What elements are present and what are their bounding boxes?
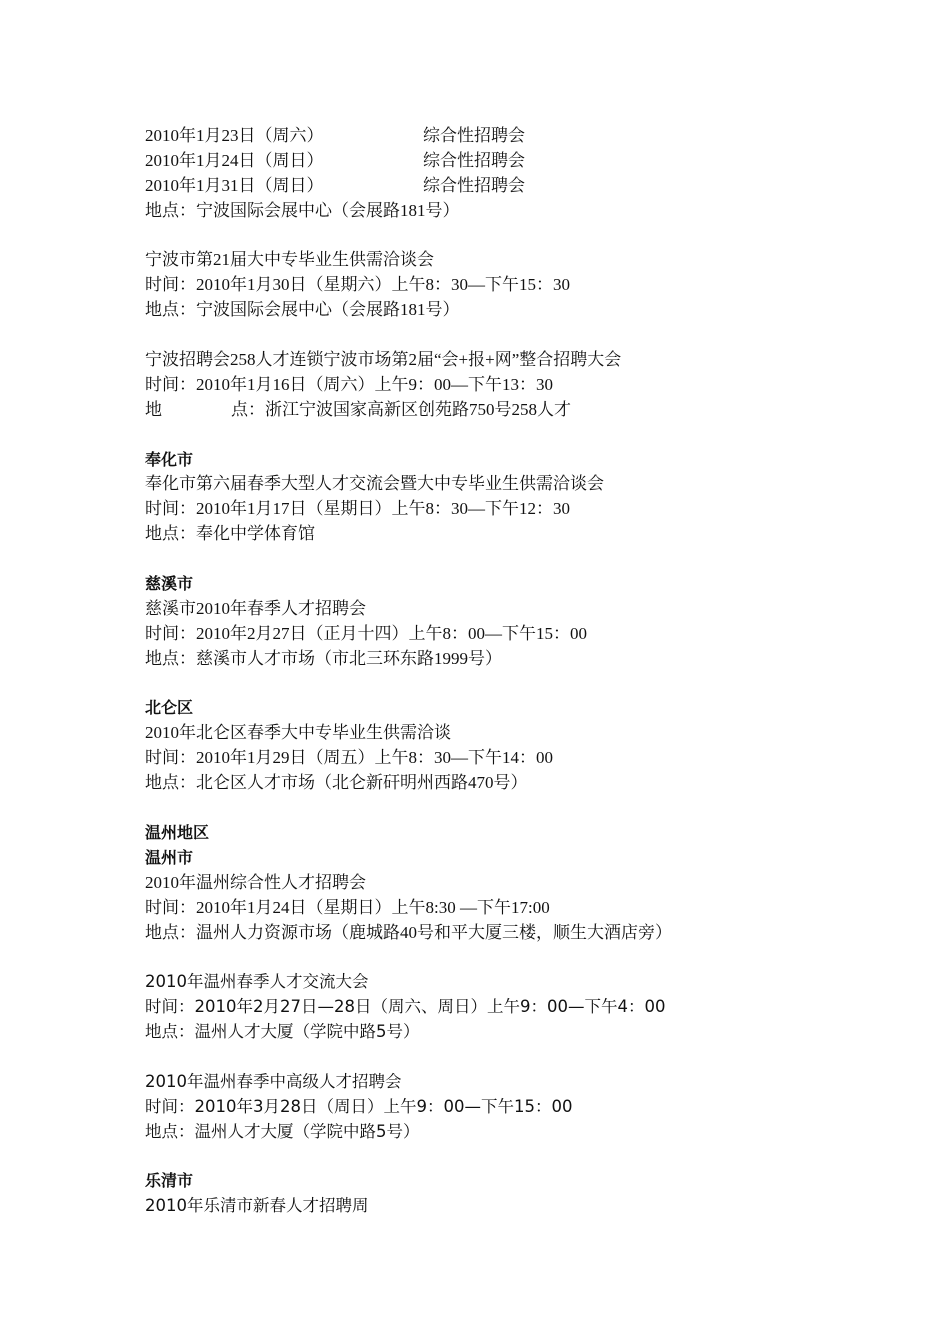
schedule-row bbox=[145, 174, 845, 199]
city-heading: 奉化市 bbox=[145, 449, 194, 469]
fair-title: 2010年温州春季中高级人才招聘会 bbox=[145, 1071, 402, 1091]
schedule-type: 综合性招聘会 bbox=[423, 150, 525, 170]
spacer bbox=[145, 547, 845, 572]
fair-location: 地点：奉化中学体育馆 bbox=[145, 524, 315, 544]
fair-time: 时间：2010年2月27日（正月十四）上午8：00—下午15：00 bbox=[145, 623, 587, 643]
spacer bbox=[145, 1145, 845, 1170]
fair-location: 地点：温州人才大厦（学院中路5号） bbox=[145, 1022, 420, 1042]
fair-location: 地点：慈溪市人才市场（市北三环东路1999号） bbox=[145, 648, 502, 668]
city-heading: 慈溪市 bbox=[145, 574, 194, 594]
spacer bbox=[145, 224, 845, 249]
fair-title: 宁波市第21届大中专毕业生供需洽谈会 bbox=[145, 250, 434, 270]
fair-time: 时间：2010年1月16日（周六）上午9：00—下午13：30 bbox=[145, 374, 553, 394]
document-body bbox=[145, 124, 845, 1219]
spacer bbox=[145, 945, 845, 970]
fair-title: 2010年北仑区春季大中专毕业生供需洽谈 bbox=[145, 723, 451, 743]
fair-location: 地点：宁波国际会展中心（会展路181号） bbox=[145, 200, 460, 220]
fair-time: 时间：2010年1月17日（星期日）上午8：30—下午12：30 bbox=[145, 499, 570, 519]
fair-time: 时间：2010年2月27日—28日（周六、周日）上午9：00—下午4：00 bbox=[145, 997, 666, 1017]
fair-location: 地点：北仑区人才市场（北仑新矸明州西路470号） bbox=[145, 773, 528, 793]
schedule-type: 综合性招聘会 bbox=[423, 126, 525, 145]
region-heading: 温州地区 bbox=[145, 822, 210, 842]
schedule-date: 2010年1月24日（周日） bbox=[145, 150, 324, 170]
spacer bbox=[145, 1045, 845, 1070]
fair-location: 地点：温州人力资源市场（鹿城路40号和平大厦三楼，顺生大酒店旁） bbox=[145, 922, 672, 942]
location-text: 点：浙江宁波国家高新区创苑路750号258人才 bbox=[231, 399, 571, 419]
fair-title: 2010年温州春季人才交流大会 bbox=[145, 972, 369, 992]
schedule-date: 2010年1月31日（周日） bbox=[145, 175, 324, 195]
location-label: 地 bbox=[145, 399, 162, 419]
schedule-row bbox=[145, 149, 845, 174]
fair-time: 时间：2010年1月29日（周五）上午8：30—下午14：00 bbox=[145, 748, 553, 768]
fair-time: 时间：2010年1月24日（星期日）上午8:30 —下午17:00 bbox=[145, 897, 550, 917]
schedule-row bbox=[145, 124, 845, 149]
city-heading: 温州市 bbox=[145, 847, 194, 867]
fair-location: 地点：宁波国际会展中心（会展路181号） bbox=[145, 300, 460, 320]
fair-title: 奉化市第六届春季大型人才交流会暨大中专毕业生供需洽谈会 bbox=[145, 474, 604, 494]
fair-location: 地点：温州人才大厦（学院中路5号） bbox=[145, 1121, 420, 1141]
fair-time: 时间：2010年1月30日（星期六）上午8：30—下午15：30 bbox=[145, 275, 570, 295]
schedule-date: 2010年1月23日（周六） bbox=[145, 126, 324, 145]
schedule-type: 综合性招聘会 bbox=[423, 175, 525, 195]
spacer bbox=[145, 323, 845, 348]
fair-time: 时间：2010年3月28日（周日）上午9：00—下午15：00 bbox=[145, 1096, 573, 1116]
city-heading: 乐清市 bbox=[145, 1171, 194, 1191]
fair-title: 2010年乐清市新春人才招聘周 bbox=[145, 1196, 369, 1216]
spacer bbox=[145, 672, 845, 697]
fair-location bbox=[145, 398, 845, 423]
fair-title: 宁波招聘会258人才连锁宁波市场第2届“会+报+网”整合招聘大会 bbox=[145, 350, 622, 370]
spacer bbox=[145, 796, 845, 821]
city-heading: 北仑区 bbox=[145, 698, 194, 718]
spacer bbox=[145, 423, 845, 448]
fair-title: 慈溪市2010年春季人才招聘会 bbox=[145, 598, 366, 618]
fair-title: 2010年温州综合性人才招聘会 bbox=[145, 872, 366, 892]
